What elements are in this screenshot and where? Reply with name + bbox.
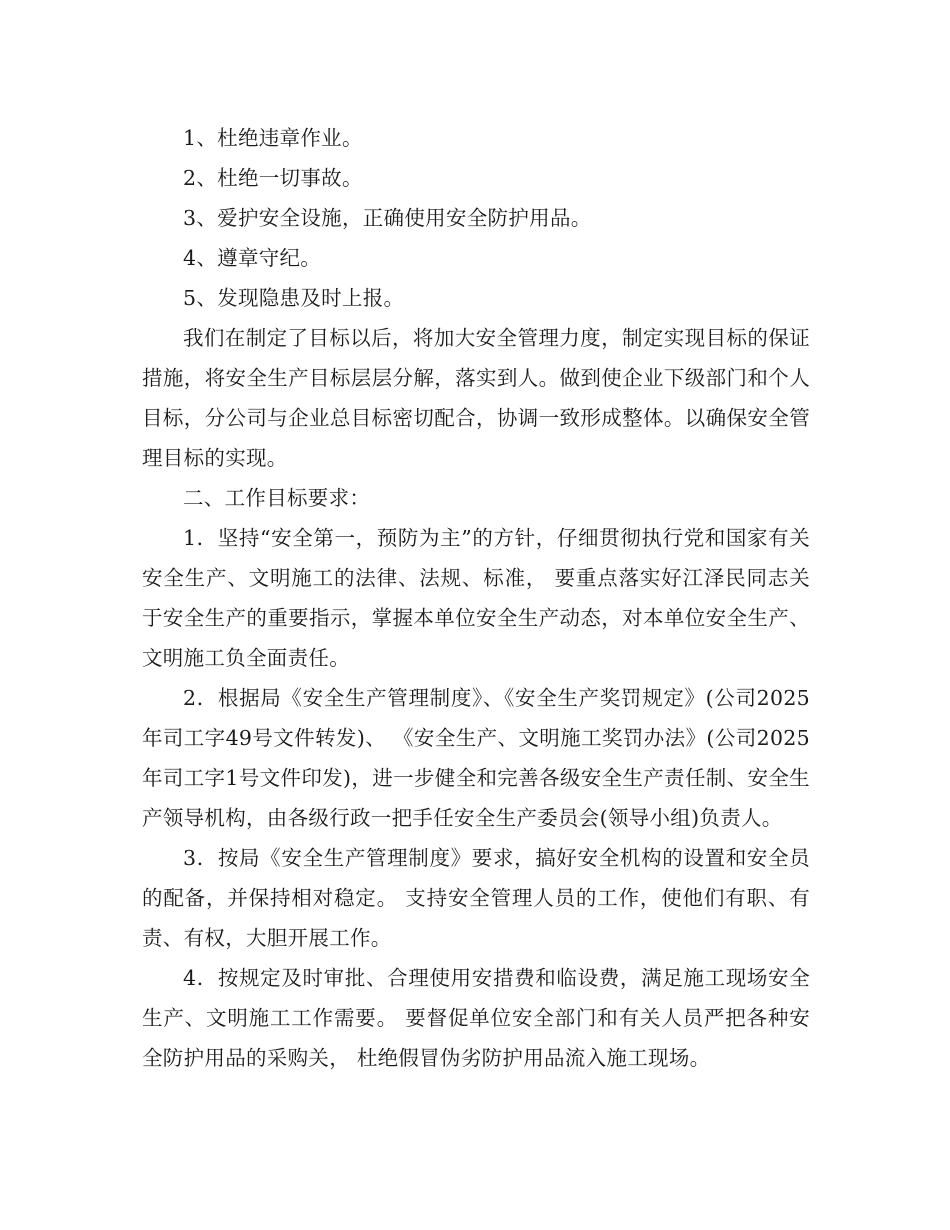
requirement-paragraph: 4．按规定及时审批、合理使用安措费和临设费，满足施工现场安全生产、文明施工工作需要。 要督促单位安全部门和有关人员严把各种安全防护用品的采购关， 杜绝假冒伪劣防护用品流入施工现场。	[142, 966, 810, 1070]
document-body	[142, 118, 810, 1078]
requirement-paragraph: 1．坚持“安全第一，预防为主”的方针，仔细贯彻执行党和国家有关安全生产、文明施工的法律、法规、标准， 要重点落实好江泽民同志关于安全生产的重要指示，掌握本单位安全生产动态，对本单位安全生产、文明施工负全面责任。	[142, 526, 810, 670]
section-heading: 二、工作目标要求：	[183, 486, 371, 510]
list-item: 3、爱护安全设施，正确使用安全防护用品。	[183, 206, 592, 230]
list-item: 1、杜绝违章作业。	[183, 126, 363, 150]
list-item: 5、发现隐患及时上报。	[183, 286, 405, 310]
intro-paragraph: 我们在制定了目标以后，将加大安全管理力度，制定实现目标的保证措施，将安全生产目标层层分解，落实到人。做到使企业下级部门和个人目标，分公司与企业总目标密切配合，协调一致形成整体。以确保安全管理目标的实现。	[142, 326, 810, 470]
list-item: 4、遵章守纪。	[183, 246, 322, 270]
requirement-paragraph: 3．按局《安全生产管理制度》要求，搞好安全机构的设置和安全员的配备，并保持相对稳定。 支持安全管理人员的工作，使他们有职、有责、有权，大胆开展工作。	[142, 846, 810, 950]
requirement-paragraph: 2．根据局《安全生产管理制度》、《安全生产奖罚规定》(公司2025年司工字49号文件转发)、 《安全生产、文明施工奖罚办法》(公司2025年司工字1号文件印发)，进一步健全和完善各级安全生产责任制、安全生产领导机构，由各级行政一把手任安全生产委员会(领导小组)负责人。	[142, 686, 810, 830]
list-item: 2、杜绝一切事故。	[183, 166, 363, 190]
